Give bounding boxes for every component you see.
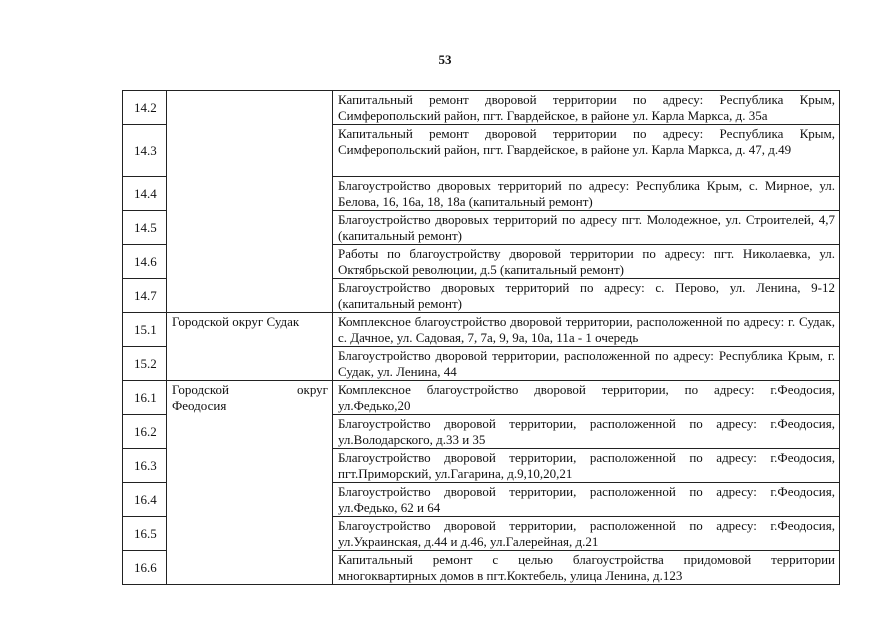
row-description: Комплексное благоустройство дворовой территории, расположенной по адресу: г. Судак, с. Дачное, ул. Садовая, 7, 7а, 9, 9а, 10а, 11а - 1 очередь xyxy=(333,313,840,347)
municipality-cell: Городской округ Судак xyxy=(167,313,333,381)
table-row xyxy=(123,313,840,347)
municipality-line: Городской округ xyxy=(172,382,328,397)
row-description: Благоустройство дворовых территорий по адресу: Республика Крым, с. Мирное, ул. Белова, 16, 16а, 18, 18а (капитальный ремонт) xyxy=(333,177,840,211)
row-description: Благоустройство дворовых территорий по адресу: с. Перово, ул. Ленина, 9-12 (капитальный ремонт) xyxy=(333,279,840,313)
row-description: Благоустройство дворовой территории, расположенной по адресу: г.Феодосия, ул.Володарского, д.33 и 35 xyxy=(333,415,840,449)
row-description: Комплексное благоустройство дворовой территории, по адресу: г.Феодосия, ул.Федько,20 xyxy=(333,381,840,415)
row-number: 14.6 xyxy=(123,245,167,279)
row-number: 14.5 xyxy=(123,211,167,245)
row-number: 14.3 xyxy=(123,125,167,177)
row-number: 14.7 xyxy=(123,279,167,313)
row-number: 16.1 xyxy=(123,381,167,415)
row-description: Благоустройство дворовой территории, расположенной по адресу: г.Феодосия, пгт.Приморский, ул.Гагарина, д.9,10,20,21 xyxy=(333,449,840,483)
table-row xyxy=(123,381,840,415)
row-description: Капитальный ремонт дворовой территории по адресу: Республика Крым, Симферопольский район, пгт. Гвардейское, в районе ул. Карла Маркса, д. 47, д.49 xyxy=(333,125,840,177)
row-description: Капитальный ремонт дворовой территории по адресу: Республика Крым, Симферопольский район, пгт. Гвардейское, в районе ул. Карла Маркса, д. 35а xyxy=(333,91,840,125)
program-table xyxy=(122,90,840,585)
row-number: 16.6 xyxy=(123,551,167,585)
row-description: Работы по благоустройству дворовой территории по адресу: пгт. Николаевка, ул. Октябрьской революции, д.5 (капитальный ремонт) xyxy=(333,245,840,279)
municipality-line: Феодосия xyxy=(172,398,227,413)
table-row xyxy=(123,91,840,125)
row-number: 16.3 xyxy=(123,449,167,483)
row-number: 16.2 xyxy=(123,415,167,449)
municipality-cell xyxy=(167,91,333,313)
municipality-cell xyxy=(167,381,333,585)
row-description: Благоустройство дворовых территорий по адресу пгт. Молодежное, ул. Строителей, 4,7 (капитальный ремонт) xyxy=(333,211,840,245)
row-number: 15.2 xyxy=(123,347,167,381)
row-number: 14.4 xyxy=(123,177,167,211)
row-description: Благоустройство дворовой территории, расположенной по адресу: Республика Крым, г. Судак, ул. Ленина, 44 xyxy=(333,347,840,381)
row-number: 16.4 xyxy=(123,483,167,517)
row-description: Благоустройство дворовой территории, расположенной по адресу: г.Феодосия, ул.Украинская, д.44 и д.46, ул.Галерейная, д.21 xyxy=(333,517,840,551)
row-description: Капитальный ремонт с целью благоустройства придомовой территории многоквартирных домов в пгт.Коктебель, улица Ленина, д.123 xyxy=(333,551,840,585)
row-number: 16.5 xyxy=(123,517,167,551)
row-number: 14.2 xyxy=(123,91,167,125)
row-number: 15.1 xyxy=(123,313,167,347)
row-description: Благоустройство дворовой территории, расположенной по адресу: г.Феодосия, ул.Федько, 62 и 64 xyxy=(333,483,840,517)
page-number: 53 xyxy=(438,52,452,67)
